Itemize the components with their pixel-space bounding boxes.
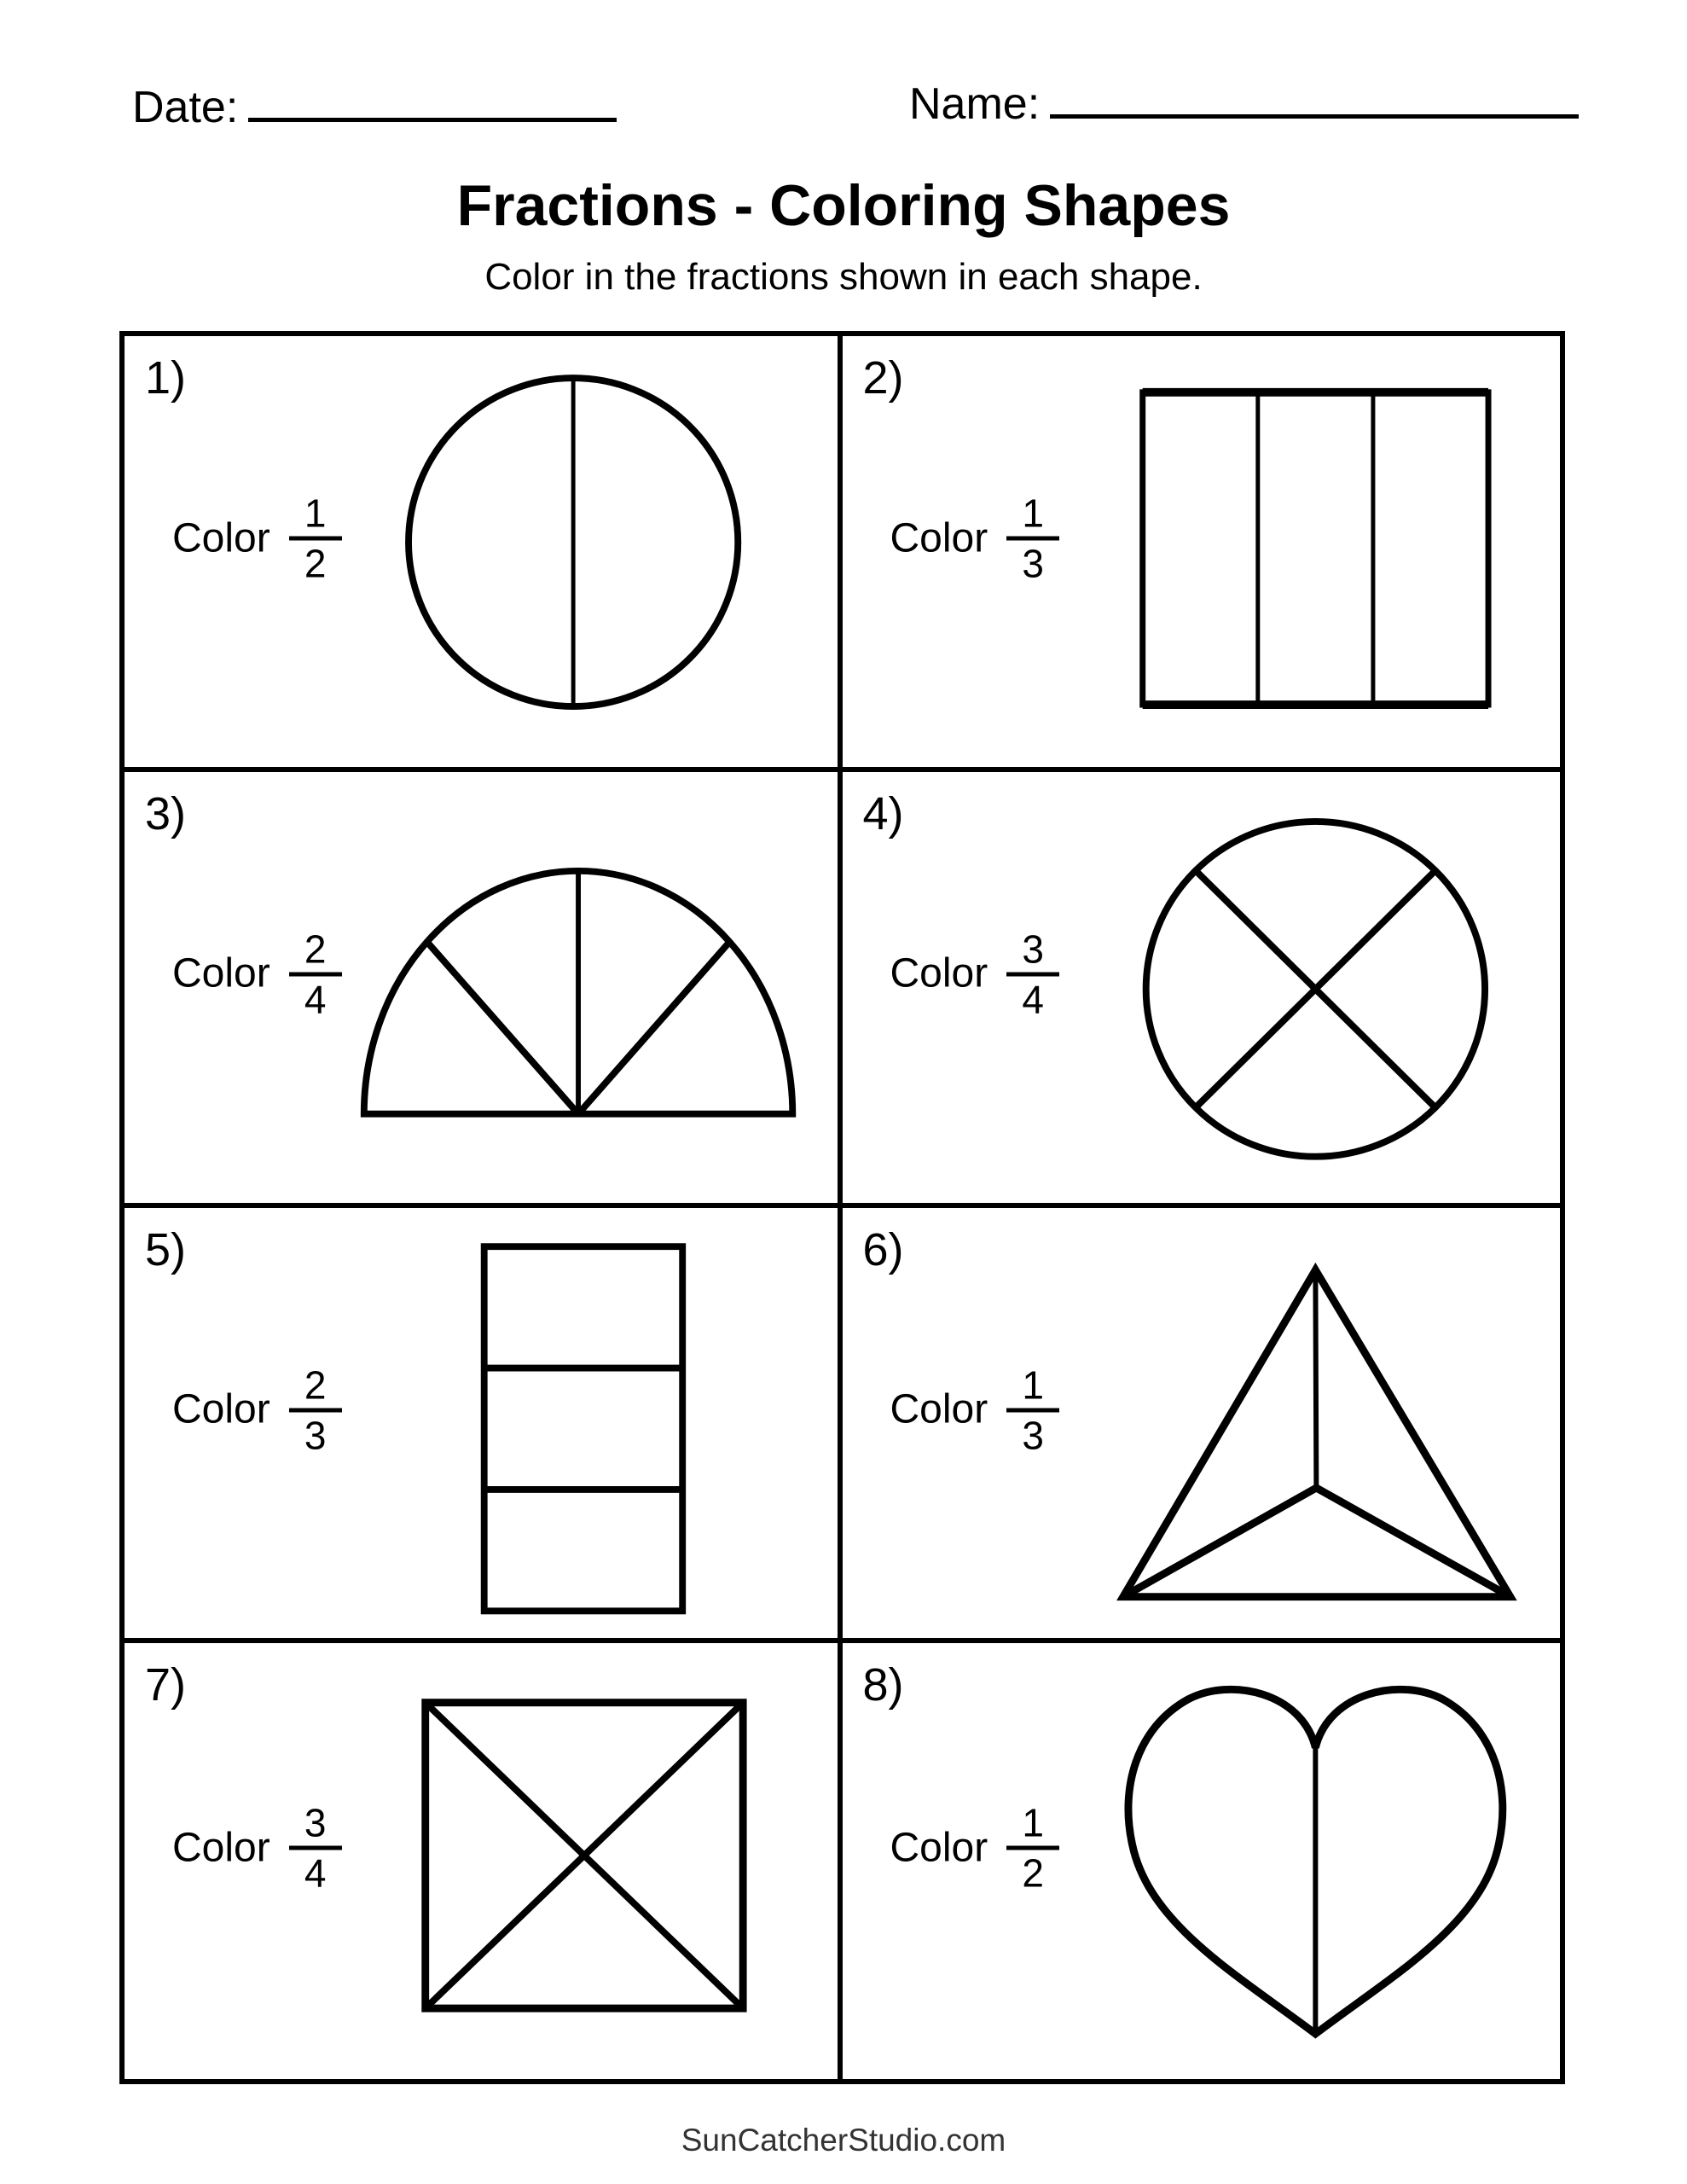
fraction-denominator: 4 xyxy=(304,977,327,1022)
semicircle-sectors-shape xyxy=(125,772,838,1203)
footer-site-credit: SunCatcherStudio.com xyxy=(681,2123,1006,2158)
problem-cell-7 xyxy=(125,1643,843,2079)
problem-cell-2 xyxy=(843,336,1561,772)
color-word: Color xyxy=(890,515,988,561)
color-word: Color xyxy=(890,1825,988,1871)
fraction-numerator: 3 xyxy=(1022,926,1044,972)
fraction-denominator: 4 xyxy=(1022,977,1044,1022)
color-word: Color xyxy=(172,1825,270,1871)
color-word: Color xyxy=(890,1386,988,1432)
problem-cell-5 xyxy=(125,1208,843,1644)
date-label: Date: xyxy=(132,83,239,132)
problem-cell-8 xyxy=(843,1643,1561,2079)
problem-cell-4 xyxy=(843,772,1561,1208)
page-instructions: Color in the fractions shown in each shape. xyxy=(484,256,1203,298)
circle-x-quarters-shape xyxy=(843,772,1561,1203)
problem-number: 5) xyxy=(145,1223,187,1275)
problem-cell-3 xyxy=(125,772,843,1208)
fraction-numerator: 2 xyxy=(304,926,327,972)
problem-number: 6) xyxy=(862,1223,904,1275)
problem-number: 4) xyxy=(862,787,904,839)
fraction-denominator: 2 xyxy=(1022,1850,1044,1896)
fraction-numerator: 1 xyxy=(1022,491,1044,536)
problem-number: 1) xyxy=(145,352,187,404)
fraction-denominator: 4 xyxy=(304,1850,327,1896)
page-title: Fractions - Coloring Shapes xyxy=(456,173,1231,238)
color-word: Color xyxy=(172,950,270,996)
fraction-denominator: 2 xyxy=(304,541,327,586)
problems-grid xyxy=(119,331,1565,2084)
fraction-denominator: 3 xyxy=(304,1413,327,1458)
circle-halves-shape xyxy=(125,336,838,767)
fraction-denominator: 3 xyxy=(1022,1413,1044,1458)
heart-halves-shape xyxy=(843,1643,1561,2079)
square-x-quarters-shape xyxy=(125,1643,838,2079)
square-thirds-shape xyxy=(843,336,1561,767)
problem-cell-1 xyxy=(125,336,843,772)
triangle-thirds-shape xyxy=(843,1208,1561,1639)
rectangle-thirds-shape xyxy=(125,1208,838,1639)
color-word: Color xyxy=(172,515,270,561)
fraction-numerator: 1 xyxy=(1022,1362,1044,1408)
fraction-denominator: 3 xyxy=(1022,541,1044,586)
problem-number: 7) xyxy=(145,1659,187,1711)
problem-number: 8) xyxy=(862,1659,904,1711)
name-blank-line xyxy=(1050,70,1579,119)
problem-number: 3) xyxy=(145,787,187,839)
fraction-numerator: 2 xyxy=(304,1362,327,1408)
problem-cell-6 xyxy=(843,1208,1561,1644)
fraction-numerator: 1 xyxy=(1022,1800,1044,1845)
date-field xyxy=(132,73,617,133)
problem-number: 2) xyxy=(862,352,904,404)
color-word: Color xyxy=(890,950,988,996)
name-field xyxy=(909,70,1579,130)
date-blank-line xyxy=(248,73,617,122)
fraction-numerator: 3 xyxy=(304,1800,327,1845)
color-word: Color xyxy=(172,1386,270,1432)
name-label: Name: xyxy=(909,79,1041,129)
fraction-numerator: 1 xyxy=(304,491,327,536)
